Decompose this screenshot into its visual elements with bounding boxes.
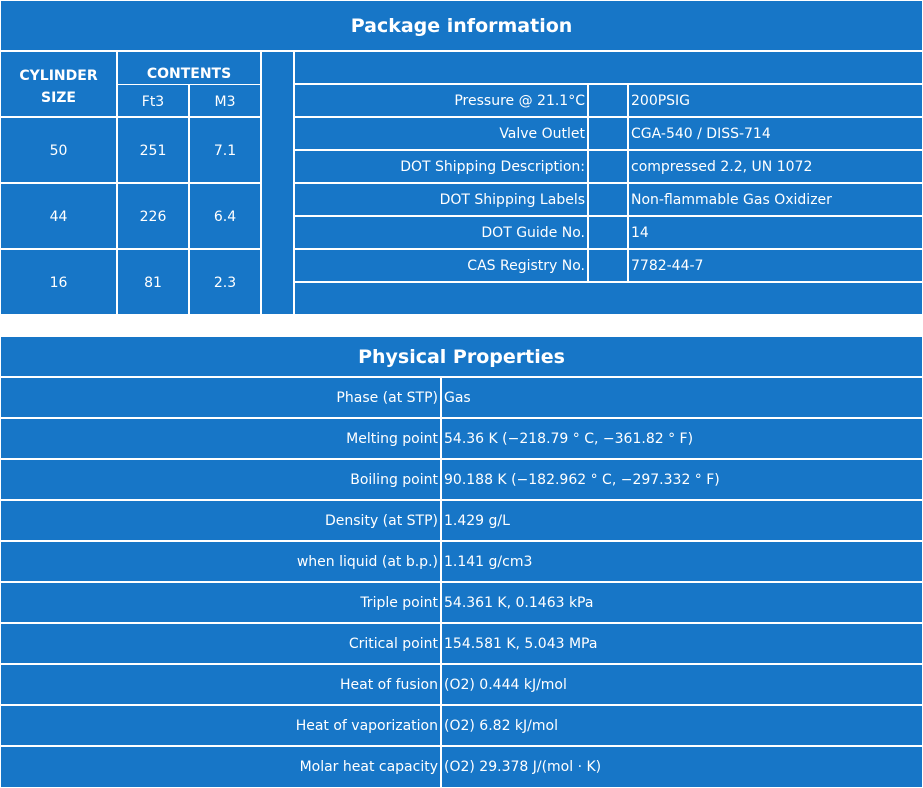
prop-value: Non-flammable Gas Oxidizer xyxy=(631,192,832,208)
prop-mid-cell xyxy=(589,151,627,182)
phys-value: 154.581 K, 5.043 MPa xyxy=(444,636,598,652)
cylinder-header-line2: SIZE xyxy=(40,90,76,106)
prop-value: 14 xyxy=(631,225,649,241)
phys-label: Density (at STP) xyxy=(325,513,438,529)
contents-header: CONTENTS xyxy=(146,66,232,82)
contents-m3: 7.1 xyxy=(213,143,237,159)
prop-label: DOT Guide No. xyxy=(481,225,585,241)
contents-m3: 2.3 xyxy=(213,275,237,291)
phys-value: (O2) 29.378 J/(mol · K) xyxy=(444,759,602,775)
cylinder-size-header xyxy=(1,65,116,109)
cylinder-size: 16 xyxy=(49,275,68,291)
package-title: Package information xyxy=(350,15,573,37)
prop-value-cell xyxy=(629,217,922,248)
phys-value: 54.36 K (−218.79 ° C, −361.82 ° F) xyxy=(444,431,694,447)
cylinder-size: 50 xyxy=(49,143,68,159)
prop-label: DOT Shipping Labels xyxy=(439,192,585,208)
props-bottom-blank xyxy=(295,283,922,314)
phys-label: when liquid (at b.p.) xyxy=(296,554,438,570)
prop-mid-cell xyxy=(589,184,627,215)
phys-value: 1.429 g/L xyxy=(444,513,510,529)
phys-value: Gas xyxy=(444,390,471,406)
phys-label: Heat of fusion xyxy=(339,677,438,693)
prop-value: CGA-540 / DISS-714 xyxy=(631,126,771,142)
physical-title: Physical Properties xyxy=(358,346,565,368)
phys-label: Heat of vaporization xyxy=(295,718,438,734)
unit-ft3: Ft3 xyxy=(141,94,165,110)
contents-ft3: 81 xyxy=(144,275,162,291)
phys-label: Phase (at STP) xyxy=(336,390,438,406)
prop-mid-cell xyxy=(589,118,627,149)
phys-value: (O2) 6.82 kJ/mol xyxy=(444,718,558,734)
spacer-column xyxy=(262,52,293,314)
contents-ft3: 226 xyxy=(139,209,167,225)
prop-label: Valve Outlet xyxy=(499,126,585,142)
phys-value: 1.141 g/cm3 xyxy=(444,554,533,570)
unit-m3: M3 xyxy=(214,94,236,110)
phys-label: Critical point xyxy=(348,636,438,652)
phys-value: 54.361 K, 0.1463 kPa xyxy=(444,595,594,611)
phys-label: Molar heat capacity xyxy=(299,759,438,775)
prop-value: 200PSIG xyxy=(631,93,691,109)
prop-mid-cell xyxy=(589,85,627,116)
phys-value-cell xyxy=(442,501,922,540)
prop-label: CAS Registry No. xyxy=(467,258,585,274)
prop-mid-cell xyxy=(589,217,627,248)
phys-value: 90.188 K (−182.962 ° C, −297.332 ° F) xyxy=(444,472,720,488)
contents-m3: 6.4 xyxy=(213,209,237,225)
phys-value-cell xyxy=(442,378,922,417)
prop-value: 7782-44-7 xyxy=(631,258,704,274)
cylinder-size: 44 xyxy=(49,209,68,225)
prop-value: compressed 2.2, UN 1072 xyxy=(631,159,813,175)
phys-value: (O2) 0.444 kJ/mol xyxy=(444,677,567,693)
prop-label: Pressure @ 21.1°C xyxy=(454,93,585,109)
cylinder-header-line1: CYLINDER xyxy=(19,68,98,84)
props-top-blank xyxy=(295,52,922,83)
phys-label: Boiling point xyxy=(350,472,438,488)
prop-label: DOT Shipping Description: xyxy=(400,159,585,175)
phys-label: Melting point xyxy=(346,431,438,447)
contents-ft3: 251 xyxy=(139,143,167,159)
phys-label: Triple point xyxy=(360,595,438,611)
prop-mid-cell xyxy=(589,250,627,281)
